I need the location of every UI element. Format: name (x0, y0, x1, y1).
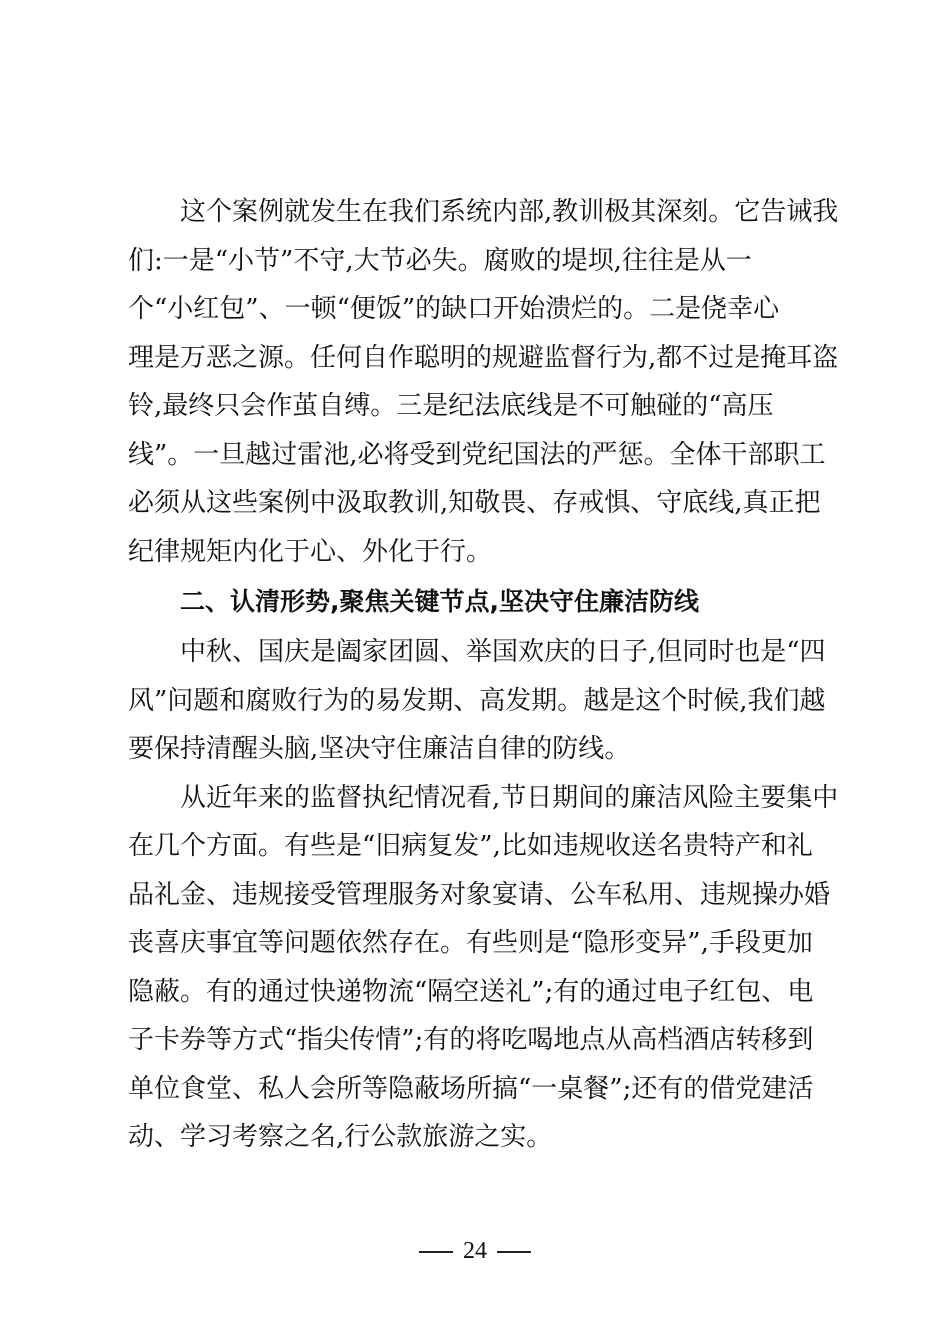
paragraph-lessons (128, 188, 839, 576)
paragraph-line: 动、学习考察之名,行公款旅游之实。 (128, 1122, 553, 1152)
paragraph-line: 们:一是“小节”不守,大节必失。腐败的堤坝,往往是从一 (128, 245, 752, 276)
paragraph-line: 从近年来的监督执纪情况看,节日期间的廉洁风险主要集中 (180, 782, 839, 813)
paragraph-holiday (128, 628, 828, 774)
paragraph-line: 中秋、国庆是阖家团圆、举国欢庆的日子,但同时也是“四 (180, 637, 826, 667)
page-number: 24 (463, 1238, 487, 1264)
paragraph-line: 丧喜庆事宜等问题依然存在。有些则是“隐形变异”,手段更加 (128, 928, 813, 958)
paragraph-line: 纪律规矩内化于心、外化于行。 (128, 536, 493, 567)
paragraph-line: 个“小红包”、一顿“便饭”的缺口开始溃烂的。二是侥幸心 (128, 294, 780, 324)
document-body (128, 188, 839, 1162)
paragraph-risks (128, 774, 839, 1162)
paragraph-line: 风”问题和腐败行为的易发期、高发期。越是这个时候,我们越 (128, 685, 826, 716)
paragraph-line: 要保持清醒头脑,坚决守住廉洁自律的防线。 (128, 734, 631, 764)
paragraph-line: 品礼金、违规接受管理服务对象宴请、公车私用、违规操办婚 (128, 879, 831, 910)
paragraph-line: 必须从这些案例中汲取教训,知敬畏、存戒惧、守底线,真正把 (128, 488, 821, 518)
footer-dash-left (419, 1251, 453, 1253)
paragraph-line: 铃,最终只会作茧自缚。三是纪法底线是不可触碰的“高压 (128, 391, 774, 421)
paragraph-line: 单位食堂、私人会所等隐蔽场所搞“一桌餐”;还有的借党建活 (128, 1073, 814, 1104)
paragraph-line: 在几个方面。有些是“旧病复发”,比如违规收送名贵特产和礼 (128, 831, 813, 861)
section-heading: 二、认清形势,聚焦关键节点,坚决守住廉洁防线 (180, 587, 699, 616)
paragraph-line: 这个案例就发生在我们系统内部,教训极其深刻。它告诫我 (180, 197, 839, 227)
page-footer (0, 1236, 950, 1266)
paragraph-line: 线”。一旦越过雷池,必将受到党纪国法的严惩。全体干部职工 (128, 439, 826, 470)
paragraph-line: 理是万恶之源。任何自作聪明的规避监督行为,都不过是掩耳盗 (128, 342, 839, 373)
paragraph-line: 子卡券等方式“指尖传情”;有的将吃喝地点从高档酒店转移到 (128, 1025, 814, 1055)
paragraph-line: 隐蔽。有的通过快递物流“隔空送礼”;有的通过电子红包、电 (128, 976, 814, 1007)
footer-dash-right (497, 1251, 531, 1253)
